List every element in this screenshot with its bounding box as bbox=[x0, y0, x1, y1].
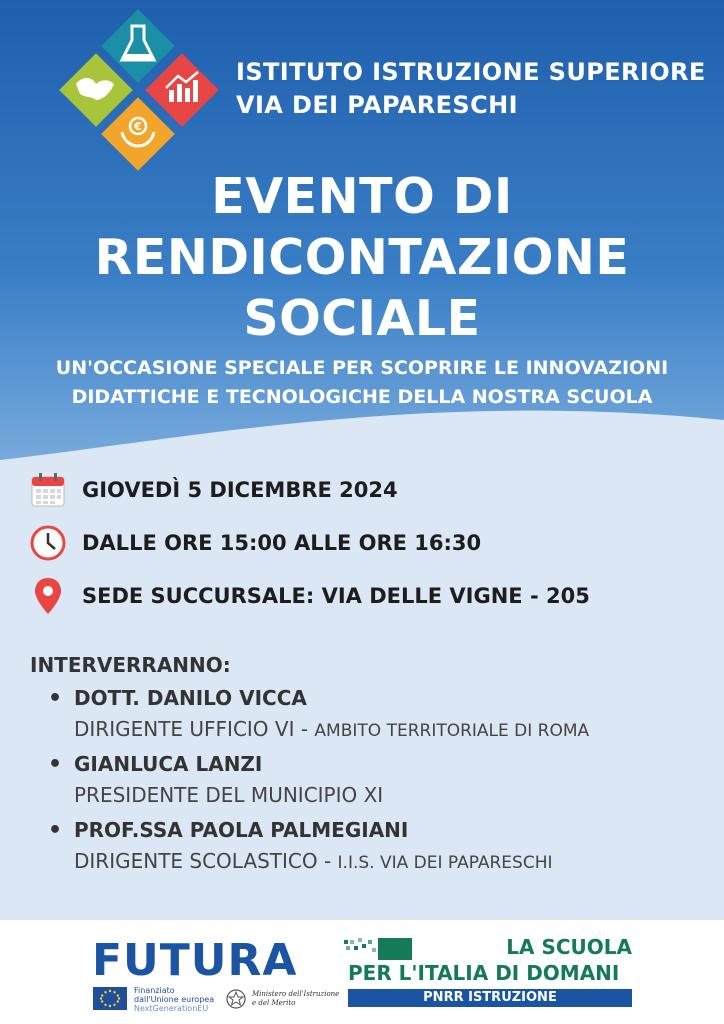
event-subtitle-line1: UN'OCCASIONE SPECIALE PER SCOPRIRE LE INNOVAZIONI bbox=[55, 357, 669, 379]
speaker-item bbox=[48, 752, 383, 807]
ministry-line1: Ministero dell'Istruzione bbox=[252, 990, 340, 998]
speaker-role bbox=[74, 783, 383, 807]
speaker-role-title: PRESIDENTE DEL MUNICIPIO XI bbox=[74, 783, 384, 807]
time-row bbox=[28, 521, 481, 565]
ministry-text bbox=[252, 990, 339, 1008]
event-date: GIOVEDÌ 5 DICEMBRE 2024 bbox=[82, 478, 398, 502]
svg-text:€: € bbox=[134, 120, 142, 133]
event-title-line1: EVENTO DI bbox=[211, 168, 513, 225]
event-time: DALLE ORE 15:00 ALLE ORE 16:30 bbox=[82, 531, 482, 555]
eu-funding-text bbox=[134, 986, 214, 1013]
school-name-line2: VIA DEI PAPARESCHI bbox=[236, 91, 518, 119]
event-place: SEDE SUCCURSALE: VIA DELLE VIGNE - 205 bbox=[82, 584, 590, 608]
place-row bbox=[28, 574, 590, 618]
speaker-role-detail: AMBITO TERRITORIALE DI ROMA bbox=[314, 721, 590, 741]
event-title bbox=[0, 166, 724, 349]
event-subtitle-line2: DIDATTICHE E TECNOLOGICHE DELLA NOSTRA SCUOLA bbox=[71, 386, 653, 408]
calendar-icon bbox=[28, 470, 68, 510]
location-pin-icon bbox=[28, 576, 68, 616]
ministry-line2: e del Merito bbox=[252, 999, 296, 1007]
event-title-line2: RENDICONTAZIONE bbox=[94, 229, 630, 286]
speaker-name: • PROF.SSA PAOLA PALMEGIANI bbox=[48, 818, 553, 843]
speaker-role-title: DIRIGENTE UFFICIO VI - bbox=[74, 717, 315, 741]
eu-text-line3: NextGenerationEU bbox=[134, 1004, 209, 1013]
event-subtitle bbox=[0, 354, 724, 412]
speaker-role bbox=[74, 849, 553, 873]
speaker-item bbox=[48, 686, 589, 741]
eu-text-line1: Finanziato bbox=[134, 986, 175, 995]
event-title-line3: SOCIALE bbox=[243, 290, 481, 347]
scuola-title-line1: LA SCUOLA bbox=[506, 935, 632, 959]
clock-icon bbox=[28, 523, 68, 563]
school-logo bbox=[52, 4, 224, 176]
date-row bbox=[28, 468, 398, 512]
speakers-heading: INTERVERRANNO: bbox=[30, 653, 231, 677]
speaker-role bbox=[74, 717, 589, 741]
speaker-name: • DOTT. DANILO VICCA bbox=[48, 686, 589, 711]
pixel-arrow-icon bbox=[344, 936, 412, 962]
pnrr-banner: PNRR ISTRUZIONE bbox=[348, 989, 632, 1007]
republic-emblem-icon bbox=[225, 987, 247, 1011]
school-name bbox=[236, 56, 706, 122]
eu-text-line2: dall'Unione europea bbox=[134, 995, 215, 1004]
speaker-name: • GIANLUCA LANZI bbox=[48, 752, 383, 777]
school-name-line1: ISTITUTO ISTRUZIONE SUPERIORE bbox=[236, 58, 706, 86]
footer bbox=[0, 920, 724, 1024]
speaker-role-detail: I.I.S. VIA DEI PAPARESCHI bbox=[337, 853, 553, 873]
scuola-title-line2: PER L'ITALIA DI DOMANI bbox=[348, 961, 620, 985]
speaker-role-title: DIRIGENTE SCOLASTICO - bbox=[74, 849, 338, 873]
eu-flag-icon bbox=[93, 987, 127, 1010]
speaker-item bbox=[48, 818, 553, 873]
futura-logo: FUTURA bbox=[92, 935, 298, 986]
